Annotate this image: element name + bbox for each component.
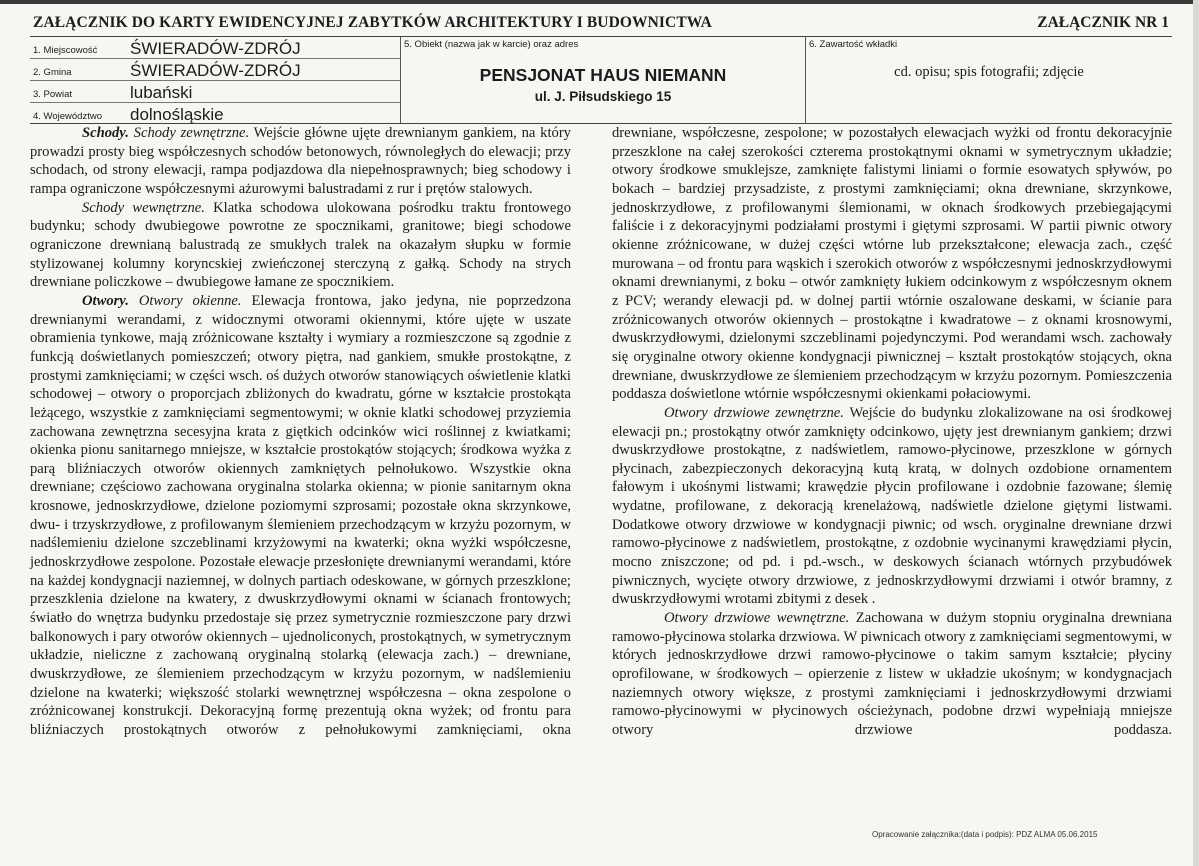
paragraph-text: Wejście główne ujęte drewnianym gankiem, na który prowadzi prosty bieg współczesnych schodów betonowych, równoległych do elewacji; przy schodach, od strony elewacji, rampa podjazdowa dla niepełnosprawnych; bieg schodowy i rampa ograniczone współczesnymi ażurowymi balustradami z rur i prętów stalowych.: [30, 125, 571, 197]
paragraph-text: Klatka schodowa ulokowana pośrodku traktu frontowego budynku; schody dwubiegowe powrotne ze spocznikami, granitowe; biegi schodowe ograniczone drewnianą balustradą ze smukłych tralek na okazałym słupku w formie stylizowanej kolumny koryncskiej zwieńczonej sterczyną z gałką. Schody na strych drewniane policzkowe – dwubiegowe łamane ze spocznikiem.: [30, 199, 571, 291]
preparation-note: Opracowanie załącznika:(data i podpis): PDZ ALMA 05.06.2015: [872, 830, 1098, 839]
contents-cell: [806, 37, 1172, 123]
paragraph-window-openings: [30, 292, 571, 740]
object-cell: [401, 37, 806, 123]
field-row-commune: [30, 59, 400, 81]
header-table: [30, 36, 1172, 124]
section-heading: Schody.: [82, 125, 129, 141]
field-value: ŚWIERADÓW-ZDRÓJ: [130, 39, 301, 58]
field-label: 1. Miejscowość: [33, 45, 98, 56]
paragraph-text: drewniane, współczesne, zespolone; w pozostałych elewacjach wyżki od frontu dekoracyjnie przeszklone na całej szerokości czterema prostokątnymi oknami w symetrycznym układzie; otwory środkowe smuklejsze, zamknięte falistymi liniami o formie esowatych spływów, po bokach – bardziej przysadziste, z prostymi zamknięciami; okna drewniane, skrzynkowe, jednoskrzydłowe, z profilowanymi ślemionami, w oknach środkowych przebiegającymi faliście i z dekoracyjnymi podziałami prostymi i giętymi szprosami. W partii piwnic otwory okienne zróżnicowane, w dużej części wtórne lub przekształcone; elewacja zach., część murowana – od frontu para wąskich i szerokich otworów z współczesnymi jednoskrzydłowymi oknami drewnianymi, z boku – otwór zamknięty łukiem odcinkowym z współczesnym oknem z PCV; werandy elewacji pd. w dolnej partii wtórnie oszalowane deskami, w ścianie para zróżnicowanych otworów okiennych – prostokątne i kwadratowe – z oknami krosnowymi, dwuskrzydłowymi, dzielonymi szczeblinami pojedynczymi. Pod werandami wsch. zachowały się oryginalne otwory okienne kondygnacji piwnicznej – kształt prostokątów stojących, okna drewniane, dwuskrzydłowe ze ślemieniem przechodzącym w krzyżu pozornym. Pomieszczenia poddasza doświetlone wtórnie współczesnymi okienkami połaciowymi.: [612, 125, 1172, 403]
field-label: 4. Województwo: [33, 111, 102, 122]
paragraph-text: Elewacja frontowa, jako jedyna, nie poprzedzona drewnianymi werandami, z widocznymi otworami okiennymi, które ujęte w uszate obramienia tynkowe, mają zróżnicowane kształty i wymiary a rozmieszczone są zgodnie z funkcją doświetlanych pomieszczeń; otwory piętra, nad gankiem, smukłe prostokątne, z prostymi zamknięciami; w części wsch. oś dużych otworów stanowiących oświetlenie klatki schodowej – otwory o proporcjach zbliżonych do kwadratu, górne w kształcie prostokąta leżącego, wszystkie z zamknięciami segmentowymi; w oknie klatki schodowej przyziemia zachowana zewnętrzna secesyjna krata z giętkich odcinków wici roślinnej z kwiatkami; okienka pionu sanitarnego mniejsze, w kształcie prostokątów stojących; środkowa wyżka z parą bliźniaczych otworów okiennych zamkniętych pełnołukowo. Wszystkie okna drewniane; częściowo zachowana oryginalna stolarka okienna; w pionie sanitarnym okna krosnowe, jednoskrzydłowe, dzielone poziomymi szprosami; pozostałe okna skrzynkowe, dwu- i trzyskrzydłowe, z profilowanym ślemieniem przechodzącym w krzyżu pozornym, w nadślemieniu dzielone szczeblinami krzyżowymi na kwaterki; okna wyżki współczesne, jednoskrzydłowe zespolone. Pozostałe elewacje przesłonięte drewnianymi werandami, które na każdej kondygnacji naziemnej, w dolnych partiach odeskowane, w górnych przeszklone; przeszklenia dzielone na kwatery, z dwuskrzydłowymi oknami w ścianach frontowych; światło do wnętrza budynku przedostaje się przez symetrycznie rozmieszczone pary drzwi balkonowych i pary otworów okiennych – ujednoliconych, prostokątnych, w symetrycznym układzie, nieliczne z zachowaną oryginalną stolarką (elewacja zach.) – drewniane, dwuskrzydłowe, ze ślemieniem przechodzącym w krzyżu pozornym, w nadślemieniu dzielone na kwaterki; większość stolarki wewnętrznej współczesna – okna zespolone o zróżnicowanej konstrukcji. Dekoracyjną formę prezentują okna wyżek; od frontu para bliźniaczych prostokątnych otworów z pełnołukowymi zamknięciami, okna: [30, 292, 571, 738]
field-label: 3. Powiat: [33, 89, 73, 100]
document-title: ZAŁĄCZNIK DO KARTY EWIDENCYJNEJ ZABYTKÓW ARCHITEKTURY I BUDOWNICTWA: [33, 14, 712, 31]
paragraph-doors-interior: [612, 609, 1172, 740]
subsection-heading: Otwory drzwiowe zewnętrzne.: [664, 404, 844, 421]
field-label: 2. Gmina: [33, 67, 72, 78]
section-heading: Otwory.: [82, 292, 129, 309]
subsection-heading: Otwory okienne.: [128, 292, 242, 309]
paragraph-stairs-interior: [30, 199, 571, 292]
paragraph-window-continued: [612, 124, 1172, 404]
object-address: ul. J. Piłsudskiego 15: [534, 89, 672, 104]
right-column: [612, 124, 1172, 740]
left-column: [30, 124, 571, 740]
subsection-heading: Schody zewnętrzne.: [128, 125, 250, 141]
annex-number: ZAŁĄCZNIK NR 1: [1037, 14, 1169, 31]
field-value: ŚWIERADÓW-ZDRÓJ: [130, 61, 301, 80]
field-row-voivodeship: [30, 103, 400, 124]
paragraph-doors-exterior: [612, 404, 1172, 609]
subsection-heading: Otwory drzwiowe wewnętrzne.: [664, 610, 850, 627]
field-row-locality: [30, 37, 400, 59]
field-value: dolnośląskie: [130, 105, 224, 124]
location-fields: [30, 37, 401, 123]
field-row-county: [30, 81, 400, 103]
object-name: PENSJONAT HAUS NIEMANN: [479, 65, 727, 85]
subsection-heading: Schody wewnętrzne.: [82, 199, 205, 216]
paragraph-stairs-exterior: [30, 124, 571, 199]
object-caption: 5. Obiekt (nazwa jak w karcie) oraz adres: [404, 39, 579, 50]
field-value: lubański: [130, 83, 193, 102]
contents-caption: 6. Zawartość wkładki: [809, 39, 898, 50]
scan-edge: [0, 0, 1199, 4]
scan-edge-right: [1193, 0, 1199, 866]
paragraph-text: Wejście do budynku zlokalizowane na osi środkowej elewacji pn.; prostokątny otwór zamknięty odcinkowo, ujęty jest drewnianym gankiem; drzwi dwuskrzydłowe prostokątne, z nadświetlem, ramowo-płycinowe, przeszklone w górnych płycinach, zabezpieczonych dekoracyjną kutą kratą, w dolnych ozdobione ornamentem fałowym i ukośnymi listwami; krawędzie płycin profilowane i ozdobnie fazowane; ślemię wydatne, profilowane, z dekoracją krenelażową, nadświetle dzielone giętymi listwami. Dodatkowe otwory drzwiowe w kondygnacji piwnic; od wsch. oryginalne drewniane drzwi ramowo-płycinowe z nadświetlem, prostokątne, z ozdobnie wycinanymi krawędziami płycin, mocno zniszczone; od pd. i pd.-wsch., w deskowych ścianach wtórnych przybudówek piwnicznych, wycięte otwory drzwiowe, z jednoskrzydłowymi drzwiami i otwór bramny, z dwuskrzydłowymi wrotami zbitymi z desek .: [612, 404, 1173, 608]
contents-value: cd. opisu; spis fotografii; zdjęcie: [894, 64, 1084, 80]
paragraph-text: Zachowana w dużym stopniu oryginalna drewniana ramowo-płycinowa stolarka drzwiowa. W piwnicach otwory z zamknięciami segmentowymi, w których jednoskrzydłowe drzwi ramowo-płycinowe o takim samym kształcie; płyciny oprofilowane, w środkowych – opierzenie z listew w układzie ukośnym; w kondygnacjach naziemnych otwory większe, z prostymi zamknięciami i jednoskrzydłowymi drzwiami ramowo-płycinowymi w płycinowych ościeżynach, podobne drzwi wypełniają mniejsze otwory drzwiowe poddasza.: [612, 610, 1172, 738]
